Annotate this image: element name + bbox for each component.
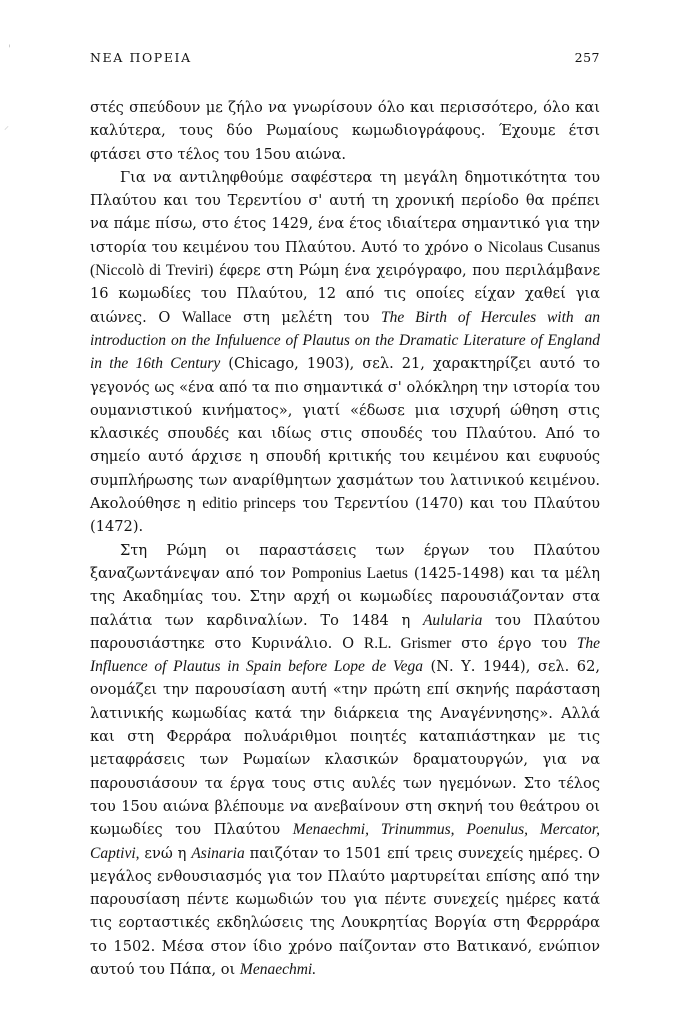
play-list: Menaechmi, Trinummus, Poenulus, Mercator, Captivi, — [90, 821, 600, 862]
book-title-birth-of-hercules: The Birth of Hercules with an introduction on the Infuluence of Plautus on the Dramatic Literature of England in the 16th Century — [90, 308, 600, 373]
running-header — [90, 50, 600, 70]
text-run: ενώ η — [139, 844, 192, 862]
term-editio-princeps: editio princeps — [202, 495, 296, 513]
paragraph-1 — [90, 96, 600, 166]
page-body — [90, 96, 600, 981]
paragraph-2 — [90, 166, 600, 539]
margin-mark-top: ' — [8, 44, 11, 55]
text-run: παιζόταν το 1501 επί τρεις συνεχείς ημέρες. Ο μεγάλος ενθουσιασμός για τον Πλαύτο μαρτυρείται επίσης από την παρουσίαση πέντε κωμωδιών του για πέντε συνεχείς ημέρες κατά τις εορταστικές εκδηλώσεις της Λουκρητίας Βοργία στη Φερρράρα το 1502. Μέσα στον ίδιο χρόνο παίζονταν στο Βατικανό, ενώπιον αυτού του Πάπα, οι — [90, 844, 600, 978]
name-wallace: Wallace — [181, 308, 232, 326]
book-title-influence-of-plautus: The Influence of Plautus in Spain before Lope de Vega — [90, 634, 600, 676]
text-run: στη μελέτη του — [231, 308, 382, 326]
text-run: Για να αντιληφθούμε σαφέστερα τη μεγάλη δημοτικότητα του Πλαύτου και του Τερεντίου σ' αυτή τη χρονική περίοδο θα πρέπει να πάμε πίσω, στο έτος 1429, ένα έτος ιδιαίτερα σημαντικό για την ιστορία του κειμένου του Πλαύτου. Αυτό το χρόνο ο — [90, 168, 600, 256]
paragraph-1-text: στές σπεύδουν με ζήλο να γνωρίσουν όλο και περισσότερο, όλο και καλύτερα, τους δύο Ρωμαίους κωμωδιογράφους. Έχουμε έτσι φτάσει στο τέλος του 15ου αιώνα. — [90, 99, 600, 163]
name-grismer: R.L. Grismer — [363, 634, 452, 652]
play-aulularia: Aulularia — [422, 611, 483, 629]
name-pomponius-laetus: Pomponius Laetus — [291, 564, 408, 582]
text-run: (Ν. Υ. 1944), σελ. 62, ονομάζει την παρουσίαση αυτή «την πρώτη επί σκηνής παράσταση λατινικής κωμωδίας κατά την διάρκεια της Αναγέννησης». Αλλά και στη Φερράρα πολυάριθμοι ποιητές καταπιάστηκαν με τις μεταφράσεις των Ρωμαίων κλασικών δραματουργών, για να παρουσιάσουν τα έργα τους στις αυλές των ηγεμόνων. Στο τέλος του 15ου αιώνα βλέπουμε να ανεβαίνουν στη σκηνή του θεάτρου οι κωμωδίες του Πλαύτου — [90, 658, 600, 839]
margin-mark-side: ⸝ — [4, 121, 9, 132]
paragraph-3 — [90, 539, 600, 982]
journal-title: ΝΕΑ ΠΟΡΕΙΑ — [90, 50, 192, 65]
play-asinaria: Asinaria — [191, 844, 245, 862]
text-run: (1425-1498) και τα μέλη της Ακαδημίας του. Στην αρχή οι κωμωδίες παρουσιάζονταν στα παλάτια των καρδιναλίων. Το 1484 η — [90, 564, 600, 629]
text-run: (Chicago, 1903), σελ. 21, χαρακτηρίζει αυτό το γεγονός ως «ένα από τα πιο σημαντικά σ' ολόκληρη την ιστορία του ουμανιστικού κινήματος», γιατί «έδωσε μια ισχυρή ώθηση στις κλασικές σπουδές και ιδίως στις σπουδές του Πλαύτου. Από το σημείο αυτό άρχισε η σπουδή κριτικής του κειμένου και ευφυούς συμπλήρωσης των αναρίθμητων χασμάτων του λατινικού κειμένου. Ακολούθησε η — [90, 355, 600, 513]
play-menaechmi: Menaechmi. — [239, 960, 317, 978]
text-run: στο έργο του — [451, 634, 577, 652]
text-run: του Τερεντίου (1470) και του Πλαύτου (1472). — [90, 495, 600, 536]
page-number: 257 — [574, 50, 600, 65]
name-cusanus: Nicolaus Cusanus (Niccolò di Treviri) — [90, 238, 601, 280]
text-run: έφερε στη Ρώμη ένα χειρόγραφο, που περιλάμβανε 16 κωμωδίες του Πλαύτου, 12 από τις οποίες είχαν χαθεί για αιώνες. Ο — [90, 262, 601, 326]
text-run: του Πλαύτου παρουσιάστηκε στο Κυρινάλιο. Ο — [90, 611, 600, 652]
text-run: Στη Ρώμη οι παραστάσεις των έργων του Πλαύτου ξαναζωντάνεψαν από τον — [90, 541, 600, 582]
